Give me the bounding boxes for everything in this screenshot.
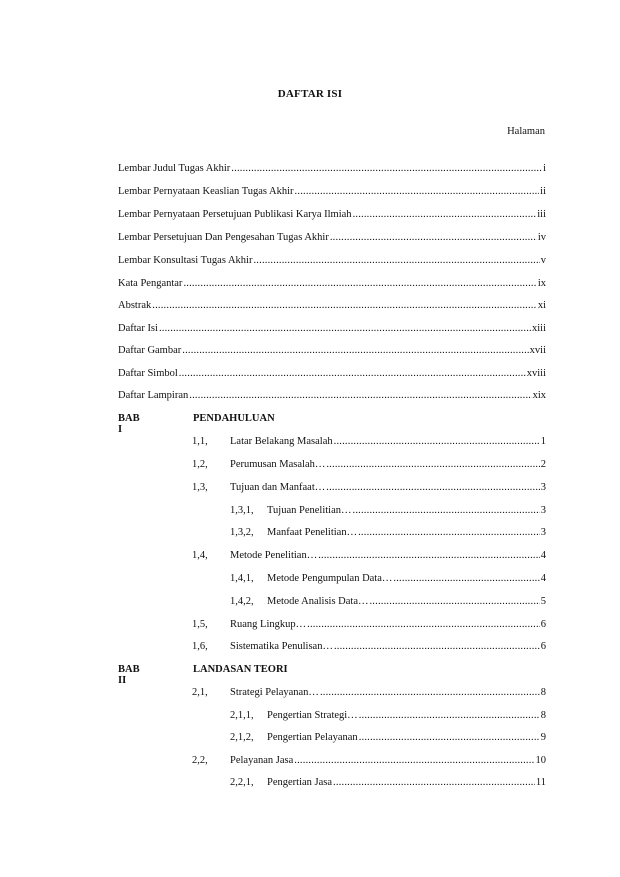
toc-entry-title: Sistematika Penulisan… (230, 641, 333, 652)
section-number: 1,4,2, (230, 596, 254, 607)
toc-entry-title: Lembar Pernyataan Persetujuan Publikasi Karya Ilmiah (118, 209, 352, 220)
section-number: 1,5, (192, 619, 208, 630)
toc-entry-page: 8 (540, 710, 546, 721)
toc-entry (118, 186, 546, 197)
toc-entry-title: Lembar Pernyataan Keaslian Tugas Akhir (118, 186, 294, 197)
toc-entry-page: i (543, 163, 546, 174)
toc-entry-page: ii (540, 186, 546, 197)
toc-entry (230, 777, 546, 788)
toc-entry-page: 2 (540, 459, 546, 470)
toc-entry-title: Metode Penelitian… (230, 550, 318, 561)
leader-dots (330, 232, 537, 243)
toc-entry-title: Ruang Lingkup… (230, 619, 307, 630)
section-number: 1,6, (192, 641, 208, 652)
toc-entry-title: Metode Analisis Data… (267, 596, 369, 607)
toc-entry-title: Pelayanan Jasa (230, 755, 294, 766)
toc-entry-page: xviii (526, 368, 546, 379)
leader-dots (318, 550, 540, 561)
toc-entry (118, 278, 546, 289)
leader-dots (294, 755, 534, 766)
toc-entry (192, 619, 546, 630)
toc-entry-page: xix (532, 390, 546, 401)
toc-entry (192, 687, 546, 698)
page-title: DAFTAR ISI (277, 88, 343, 100)
chapter-title: PENDAHULUAN (193, 413, 275, 424)
toc-entry-title: Daftar Simbol (118, 368, 178, 379)
toc-entry-page: 3 (540, 527, 546, 538)
toc-entry-page: iii (537, 209, 546, 220)
leader-dots (179, 368, 526, 379)
toc-entry-title: Metode Pengumpulan Data… (267, 573, 393, 584)
toc-entry-title: Lembar Judul Tugas Akhir (118, 163, 231, 174)
leader-dots (152, 300, 537, 311)
leader-dots (359, 710, 540, 721)
leader-dots (295, 186, 540, 197)
toc-entry-page: iv (537, 232, 546, 243)
leader-dots (183, 278, 536, 289)
leader-dots (353, 505, 540, 516)
leader-dots (353, 209, 537, 220)
leader-dots (159, 323, 531, 334)
section-number: 2,2,1, (230, 777, 254, 788)
halaman-label: Halaman (507, 126, 545, 137)
toc-entry-page: xiii (531, 323, 546, 334)
toc-entry-title: Daftar Gambar (118, 345, 182, 356)
section-number: 1,1, (192, 436, 208, 447)
toc-entry-page: 6 (540, 641, 546, 652)
toc-entry-page: ix (537, 278, 546, 289)
section-number: 1,3, (192, 482, 208, 493)
leader-dots (334, 436, 540, 447)
toc-entry-title: Daftar Isi (118, 323, 158, 334)
toc-entry-title: Pengertian Strategi… (267, 710, 358, 721)
toc-entry-title: Latar Belakang Masalah (230, 436, 333, 447)
leader-dots (359, 732, 540, 743)
chapter-label: BAB I (118, 413, 140, 435)
leader-dots (393, 573, 539, 584)
toc-entry (230, 527, 546, 538)
toc-entry (230, 505, 546, 516)
toc-entry-page: 4 (540, 573, 546, 584)
toc-entry-page: 1 (540, 436, 546, 447)
toc-entry (230, 710, 546, 721)
toc-entry (118, 163, 546, 174)
leader-dots (369, 596, 539, 607)
toc-entry-title: Lembar Konsultasi Tugas Akhir (118, 255, 253, 266)
toc-entry (192, 641, 546, 652)
toc-entry (118, 323, 546, 334)
leader-dots (326, 482, 539, 493)
toc-entry (118, 209, 546, 220)
leader-dots (320, 687, 540, 698)
leader-dots (182, 345, 528, 356)
toc-entry-page: 4 (540, 550, 546, 561)
section-number: 2,1, (192, 687, 208, 698)
toc-entry-page: 9 (540, 732, 546, 743)
toc-entry (192, 755, 546, 766)
toc-entry-page: 3 (540, 482, 546, 493)
toc-entry (192, 482, 546, 493)
toc-entry (118, 390, 546, 401)
toc-entry-title: Daftar Lampiran (118, 390, 189, 401)
section-number: 1,3,2, (230, 527, 254, 538)
toc-entry-page: 5 (540, 596, 546, 607)
toc-entry (118, 255, 546, 266)
section-number: 1,4, (192, 550, 208, 561)
leader-dots (326, 459, 539, 470)
toc-entry-title: Manfaat Penelitian… (267, 527, 358, 538)
leader-dots (253, 255, 539, 266)
toc-entry-page: 3 (540, 505, 546, 516)
toc-entry (230, 596, 546, 607)
section-number: 1,4,1, (230, 573, 254, 584)
toc-entry (230, 573, 546, 584)
toc-entry-title: Abstrak (118, 300, 152, 311)
toc-entry-page: 6 (540, 619, 546, 630)
chapter-title: LANDASAN TEORI (193, 664, 288, 675)
toc-entry (118, 300, 546, 311)
toc-entry (118, 368, 546, 379)
section-number: 2,1,1, (230, 710, 254, 721)
toc-entry-title: Strategi Pelayanan… (230, 687, 319, 698)
toc-entry-title: Perumusan Masalah… (230, 459, 326, 470)
toc-entry-title: Tujuan dan Manfaat… (230, 482, 326, 493)
leader-dots (231, 163, 542, 174)
toc-entry (192, 459, 546, 470)
toc-entry (118, 345, 546, 356)
toc-entry-page: 11 (535, 777, 546, 788)
toc-entry-page: xvii (529, 345, 546, 356)
toc-entry-title: Lembar Persetujuan Dan Pengesahan Tugas Akhir (118, 232, 329, 243)
toc-entry-title: Pengertian Pelayanan (267, 732, 358, 743)
toc-entry (192, 436, 546, 447)
leader-dots (307, 619, 540, 630)
leader-dots (189, 390, 531, 401)
leader-dots (358, 527, 540, 538)
section-number: 2,2, (192, 755, 208, 766)
toc-entry (230, 732, 546, 743)
chapter-label: BAB II (118, 664, 140, 686)
toc-entry-title: Kata Pengantar (118, 278, 183, 289)
toc-entry (192, 550, 546, 561)
section-number: 2,1,2, (230, 732, 254, 743)
toc-entry-title: Tujuan Penelitian… (267, 505, 352, 516)
toc-entry-page: v (540, 255, 546, 266)
section-number: 1,2, (192, 459, 208, 470)
toc-entry-title: Pengertian Jasa (267, 777, 333, 788)
toc-entry-page: xi (537, 300, 546, 311)
toc-entry (118, 232, 546, 243)
leader-dots (334, 641, 540, 652)
section-number: 1,3,1, (230, 505, 254, 516)
toc-entry-page: 8 (540, 687, 546, 698)
toc-entry-page: 10 (535, 755, 546, 766)
leader-dots (333, 777, 535, 788)
